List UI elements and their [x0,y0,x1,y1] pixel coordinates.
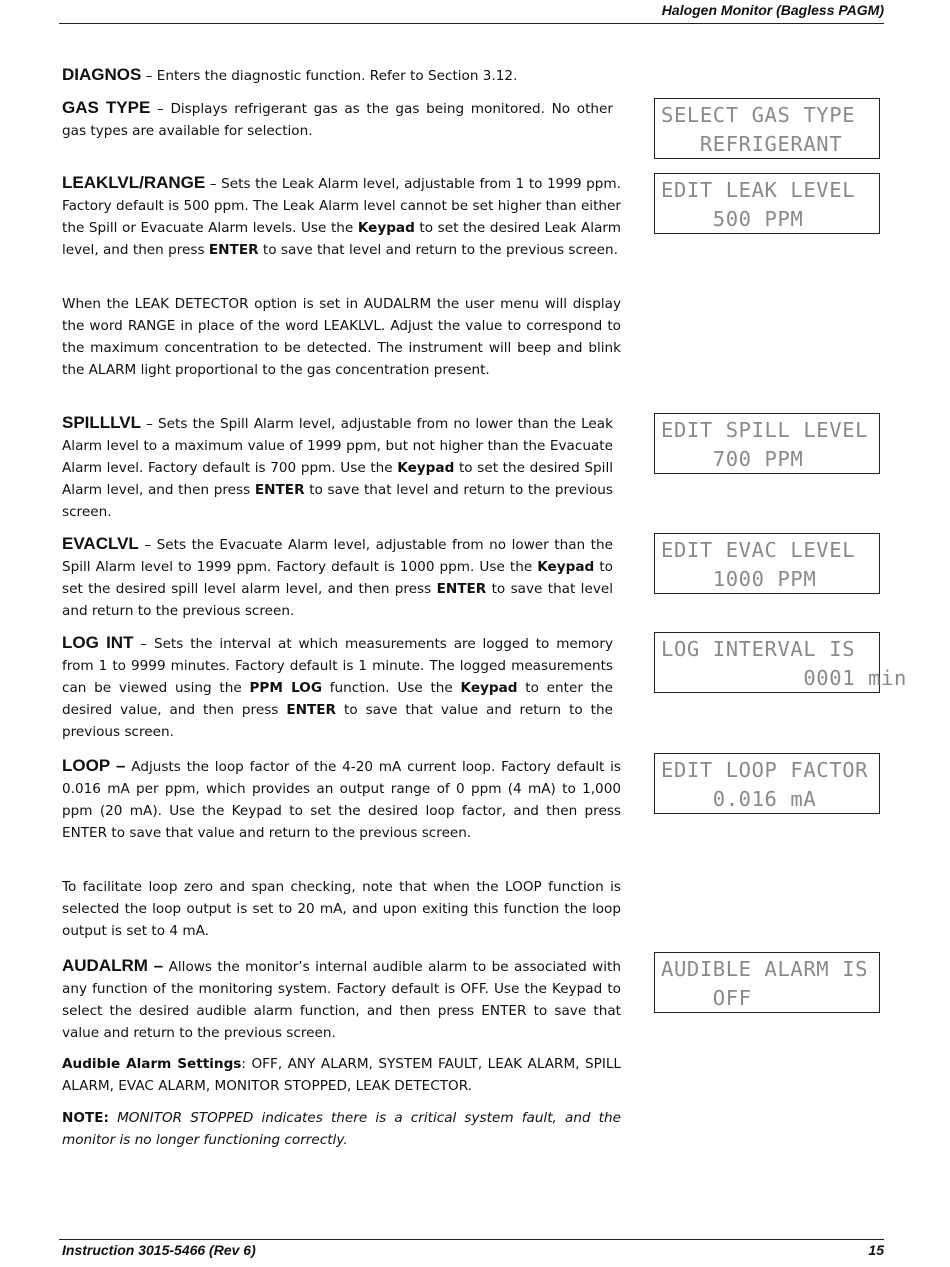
log-int-text-1: – Sets the interval at which measurements are logged to memory from 1 to 9999 minutes. Factory default is 1 minute. The logged measurements can be viewed using the [62,636,613,696]
lcd-audible-alarm [654,952,880,1013]
log-int-keypad: Keypad [460,680,518,696]
spilllvl-enter: ENTER [254,482,305,498]
log-int-paragraph [62,632,613,743]
leak-detector-note: When the LEAK DETECTOR option is set in AUDALRM the user menu will display the word RANGE in place of the word LEAKLVL. Adjust the value to correspond to the maximum concentration to be detected. The instrument will beep and blink the ALARM light proportional to the gas concentration present. [62,296,621,378]
lcd-edit-spill-level [654,413,880,474]
lcd-line-2: 500 PPM [661,207,804,231]
loop-text: Adjusts the loop factor of the 4-20 mA current loop. Factory default is 0.016 mA per ppm, which provides an output range of 0 ppm (4 mA) to 1,000 ppm (20 mA). Use the Keypad to set the desired loop factor, and then press ENTER to save that value and return to the previous screen. [62,759,621,841]
lcd-line-1: AUDIBLE ALARM IS [661,957,869,981]
log-int-ppm-log: PPM LOG [249,680,322,696]
spilllvl-text-3: to save that level and return to the previous screen. [62,482,613,520]
note-label: NOTE: [62,1110,109,1126]
log-int-enter: ENTER [286,702,337,718]
gas-type-term: GAS TYPE [62,98,151,117]
evaclvl-term: EVACLVL [62,534,139,553]
lcd-line-2: 0.016 mA [661,787,817,811]
diagnos-paragraph [62,64,621,87]
evaclvl-paragraph [62,533,613,622]
evaclvl-enter: ENTER [436,581,487,597]
footer-document-id: Instruction 3015-5466 (Rev 6) [62,1242,256,1258]
leaklvl-paragraph [62,172,621,261]
lcd-line-2: OFF [661,986,752,1010]
spilllvl-term: SPILLLVL [62,413,142,432]
loop-note: To facilitate loop zero and span checking, note that when the LOOP function is selected the loop output is set to 20 mA, and upon exiting this function the loop output is set to 4 mA. [62,879,621,939]
lcd-log-interval [654,632,907,693]
leaklvl-text-2: to set the desired Leak Alarm level, and then press [62,220,621,258]
note-text: MONITOR STOPPED indicates there is a critical system fault, and the monitor is no longer functioning correctly. [62,1110,621,1148]
header-rule [59,23,884,24]
lcd-edit-leak-level [654,173,880,234]
loop-paragraph [62,755,621,844]
log-int-text-3: to enter the desired value, and then press [62,680,614,718]
audible-settings-label: Audible Alarm Settings [62,1056,242,1072]
footer-rule [59,1239,884,1240]
lcd-edit-loop-factor [654,753,880,814]
lcd-edit-evac-level [654,533,880,594]
audible-settings-text: : OFF, ANY ALARM, SYSTEM FAULT, LEAK ALARM, SPILL ALARM, EVAC ALARM, MONITOR STOPPED, LEAK DETECTOR. [62,1056,621,1094]
lcd-line-1: EDIT LEAK LEVEL [661,178,856,202]
spilllvl-keypad: Keypad [397,460,455,476]
lcd-line-2: 700 PPM [661,447,804,471]
evaclvl-text-2: to set the desired spill level alarm level, and then press [62,559,613,597]
loop-term: LOOP – [62,756,126,775]
log-int-text-2: function. Use the [321,680,461,696]
lcd-line-2: 1000 PPM [661,567,817,591]
evaclvl-text-1: – Sets the Evacuate Alarm level, adjustable from no lower than the Spill Alarm level to 1999 ppm. Factory default is 1000 ppm. Use the [62,537,613,575]
lcd-line-1: EDIT LOOP FACTOR [661,758,869,782]
lcd-line-1: EDIT EVAC LEVEL [661,538,856,562]
lcd-line-2: REFRIGERANT [661,132,843,156]
leaklvl-term: LEAKLVL/RANGE [62,173,206,192]
diagnos-term: DIAGNOS [62,65,142,84]
gas-type-paragraph [62,97,613,142]
audalrm-term: AUDALRM – [62,956,164,975]
lcd-line-2: 0001 min [661,666,907,690]
evaclvl-text-3: to save that level and return to the previous screen. [62,581,614,619]
log-int-term: LOG INT [62,633,134,652]
audalrm-text: Allows the monitor’s internal audible alarm to be associated with any function of the monitoring system. Factory default is OFF. Use the Keypad to select the desired audible alarm function, and then press ENTER to save that value and return to the previous screen. [62,959,622,1041]
audalrm-paragraph [62,955,621,1044]
leaklvl-text-1: – Sets the Leak Alarm level, adjustable from 1 to 1999 ppm. Factory default is 500 ppm. The Leak Alarm level cannot be set higher than either the Spill or Evacuate Alarm levels. Use the [62,176,621,236]
leaklvl-keypad: Keypad [357,220,415,236]
audible-settings-paragraph [62,1053,621,1097]
page-number: 15 [868,1242,884,1258]
lcd-line-1: EDIT SPILL LEVEL [661,418,869,442]
leaklvl-enter: ENTER [208,242,259,258]
note-paragraph [62,1107,621,1151]
evaclvl-keypad: Keypad [537,559,595,575]
gas-type-text: – Displays refrigerant gas as the gas being monitored. No other gas types are available for selection. [62,101,613,139]
lcd-select-gas-type [654,98,880,159]
spilllvl-text-1: – Sets the Spill Alarm level, adjustable from no lower than the Leak Alarm level to a maximum value of 1999 ppm, but not higher than the Evacuate Alarm level. Factory default is 700 ppm. Use the [62,416,613,476]
lcd-line-1: LOG INTERVAL IS [661,637,856,661]
diagnos-text: – Enters the diagnostic function. Refer to Section 3.12. [141,68,518,84]
spilllvl-paragraph [62,412,613,523]
header-title: Halogen Monitor (Bagless PAGM) [661,2,884,18]
leaklvl-text-3: to save that level and return to the previous screen. [258,242,618,258]
spilllvl-text-2: to set the desired Spill Alarm level, and then press [62,460,614,498]
log-int-text-4: to save that value and return to the previous screen. [62,702,613,740]
lcd-line-1: SELECT GAS TYPE [661,103,856,127]
